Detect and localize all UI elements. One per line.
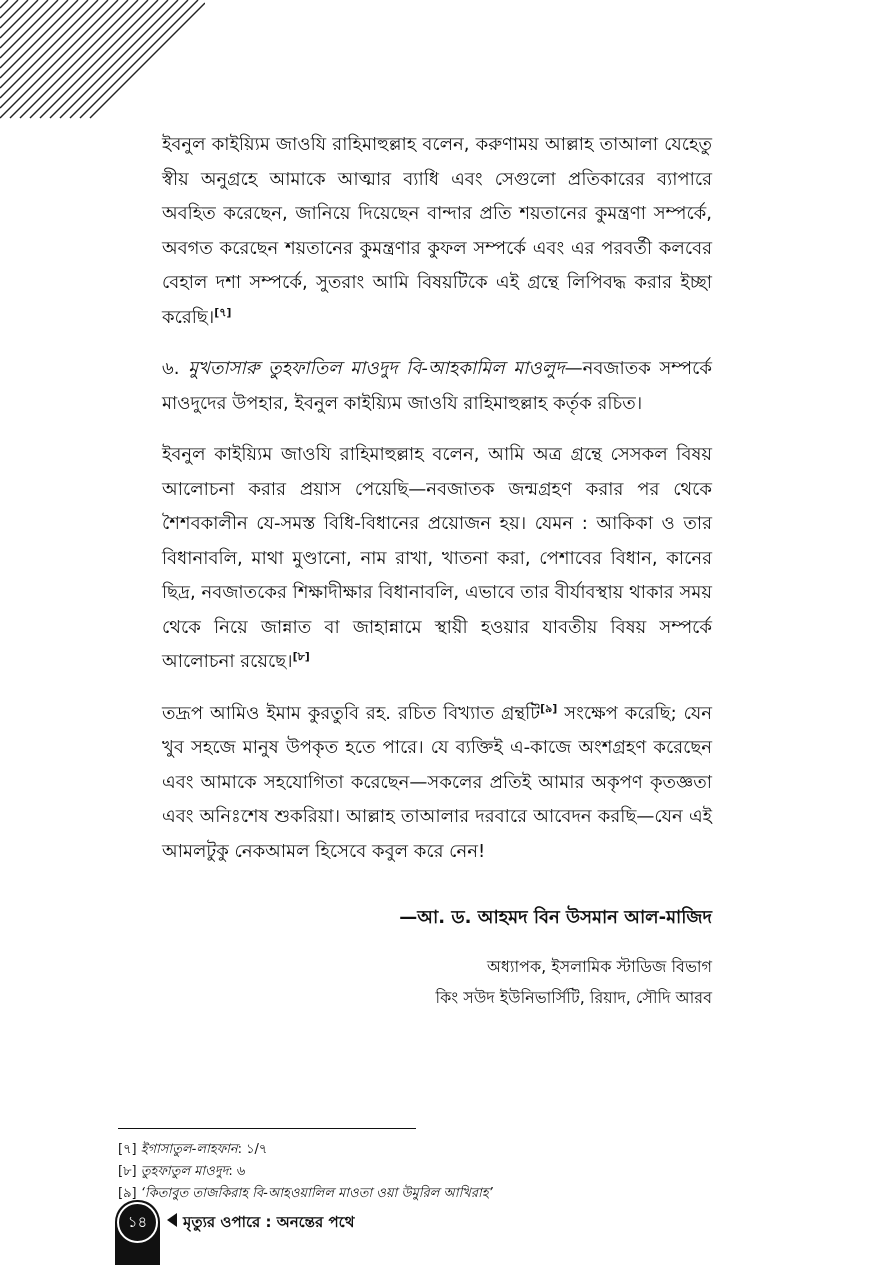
footnote-9 (118, 1183, 718, 1205)
paragraph-3 (162, 438, 712, 680)
footnote-ref-8[interactable]: [৮] (292, 650, 310, 663)
author-institution: কিং সউদ ইউনিভার্সিটি, রিয়াদ, সৌদি আরব (435, 988, 712, 1007)
triangle-left-icon (167, 1210, 177, 1234)
footnote-number: [৯] (118, 1186, 137, 1201)
footnote-reference: : ১/৭ (237, 1142, 268, 1157)
paragraph-2-text: —নবজাতক সম্পর্কে মাওদুদের উপহার, ইবনুল কাইয়্যিম জাওযি রাহিমাহুল্লাহ কর্তৃক রচিত। (162, 358, 712, 414)
footnote-title: ইগাসাতুল-লাহফান (140, 1142, 238, 1157)
paragraph-1 (162, 128, 712, 335)
paragraph-4-text-b: সংক্ষেপ করেছি; যেন খুব সহজে মানুষ উপকৃত হতে পারে। যে ব্যক্তিই এ-কাজে অংশগ্রহণ করেছেন এবং আমাকে সহযোগিতা করেছেন—সকলের প্রতিই আমার অকৃপণ কৃতজ্ঞতা এবং অনিঃশেষ শুকরিয়া। আল্লাহ তাআলার দরবারে আবেদন করছি—যেন এই আমলটুকু নেকআমল হিসেবে কবুল করে নেন! (162, 702, 712, 862)
paragraph-1-text: ইবনুল কাইয়্যিম জাওযি রাহিমাহুল্লাহ বলেন, করুণাময় আল্লাহ তাআলা যেহেতু স্বীয় অনুগ্রহে আমাকে আত্মার ব্যাধি এবং সেগুলো প্রতিকারের ব্যাপারে অবহিত করেছেন, জানিয়ে দিয়েছেন বান্দার প্রতি শয়তানের কুমন্ত্রণা সম্পর্কে, অবগত করেছেন শয়তানের কুমন্ত্রণার কুফল সম্পর্কে এবং এর পরবর্তী কলবের বেহাল দশা সম্পর্কে, সুতরাং আমি বিষয়টিকে এই গ্রন্থে লিপিবদ্ধ করার ইচ্ছা করেছি। (162, 134, 712, 328)
author-name: —আ. ড. আহমদ বিন উসমান আল-মাজিদ (399, 907, 712, 928)
footnote-number: [৮] (118, 1164, 137, 1179)
paragraph-2 (162, 352, 712, 421)
footnote-ref-9[interactable]: [৯] (540, 701, 558, 715)
footnote-8 (118, 1161, 718, 1183)
page-number-tab (115, 1200, 160, 1265)
book-title-italic: মুখতাসারু তুহফাতিল মাওদুদ বি-আহকামিল মাওলুদ (188, 358, 565, 379)
footnote-ref-7[interactable]: [৭] (214, 305, 232, 319)
body-text (162, 128, 712, 886)
book-title: মৃত্যুর ওপারে : অনন্তের পথে (183, 1213, 355, 1231)
corner-hatch-decoration (0, 0, 205, 120)
footnote-title: ‘কিতাবুত তাজকিরাহ বি-আহওয়ালিল মাওতা ওয়া উমুরিল আখিরাহ’ (140, 1186, 493, 1201)
page-number: ১৪ (117, 1202, 158, 1243)
author-signature (399, 903, 712, 1013)
footnote-divider (118, 1128, 416, 1129)
footnote-reference: : ৬ (228, 1164, 246, 1179)
author-position: অধ্যাপক, ইসলামিক স্টাডিজ বিভাগ (487, 957, 712, 976)
paragraph-4 (162, 697, 712, 870)
running-head (167, 1210, 354, 1234)
paragraph-3-text: ইবনুল কাইয়্যিম জাওযি রাহিমাহুল্লাহ বলেন, আমি অত্র গ্রন্থে সেসকল বিষয় আলোচনা করার প্রয়াস পেয়েছি—নবজাতক জন্মগ্রহণ করার পর থেকে শৈশবকালীন যে-সমস্ত বিধি-বিধানের প্রয়োজন হয়। যেমন : আকিকা ও তার বিধানাবলি, মাথা মুণ্ডানো, নাম রাখা, খাতনা করা, পেশাবের বিধান, কানের ছিদ্র, নবজাতকের শিক্ষাদীক্ষার বিধানাবলি, এভাবে তার বীর্যাবস্থায় থাকার সময় থেকে নিয়ে জান্নাত বা জাহান্নামে স্থায়ী হওয়ার যাবতীয় বিষয় সম্পর্কে আলোচনা রয়েছে। (162, 444, 712, 672)
footnote-number: [৭] (118, 1142, 137, 1157)
footnote-title: তুহফাতুল মাওদুদ (140, 1164, 229, 1179)
footnote-7 (118, 1139, 718, 1161)
footnotes (118, 1139, 718, 1205)
list-number: ৬. (162, 358, 180, 379)
paragraph-4-text-a: তদ্রূপ আমিও ইমাম কুরতুবি রহ. রচিত বিখ্যাত গ্রন্থটি (162, 702, 541, 724)
